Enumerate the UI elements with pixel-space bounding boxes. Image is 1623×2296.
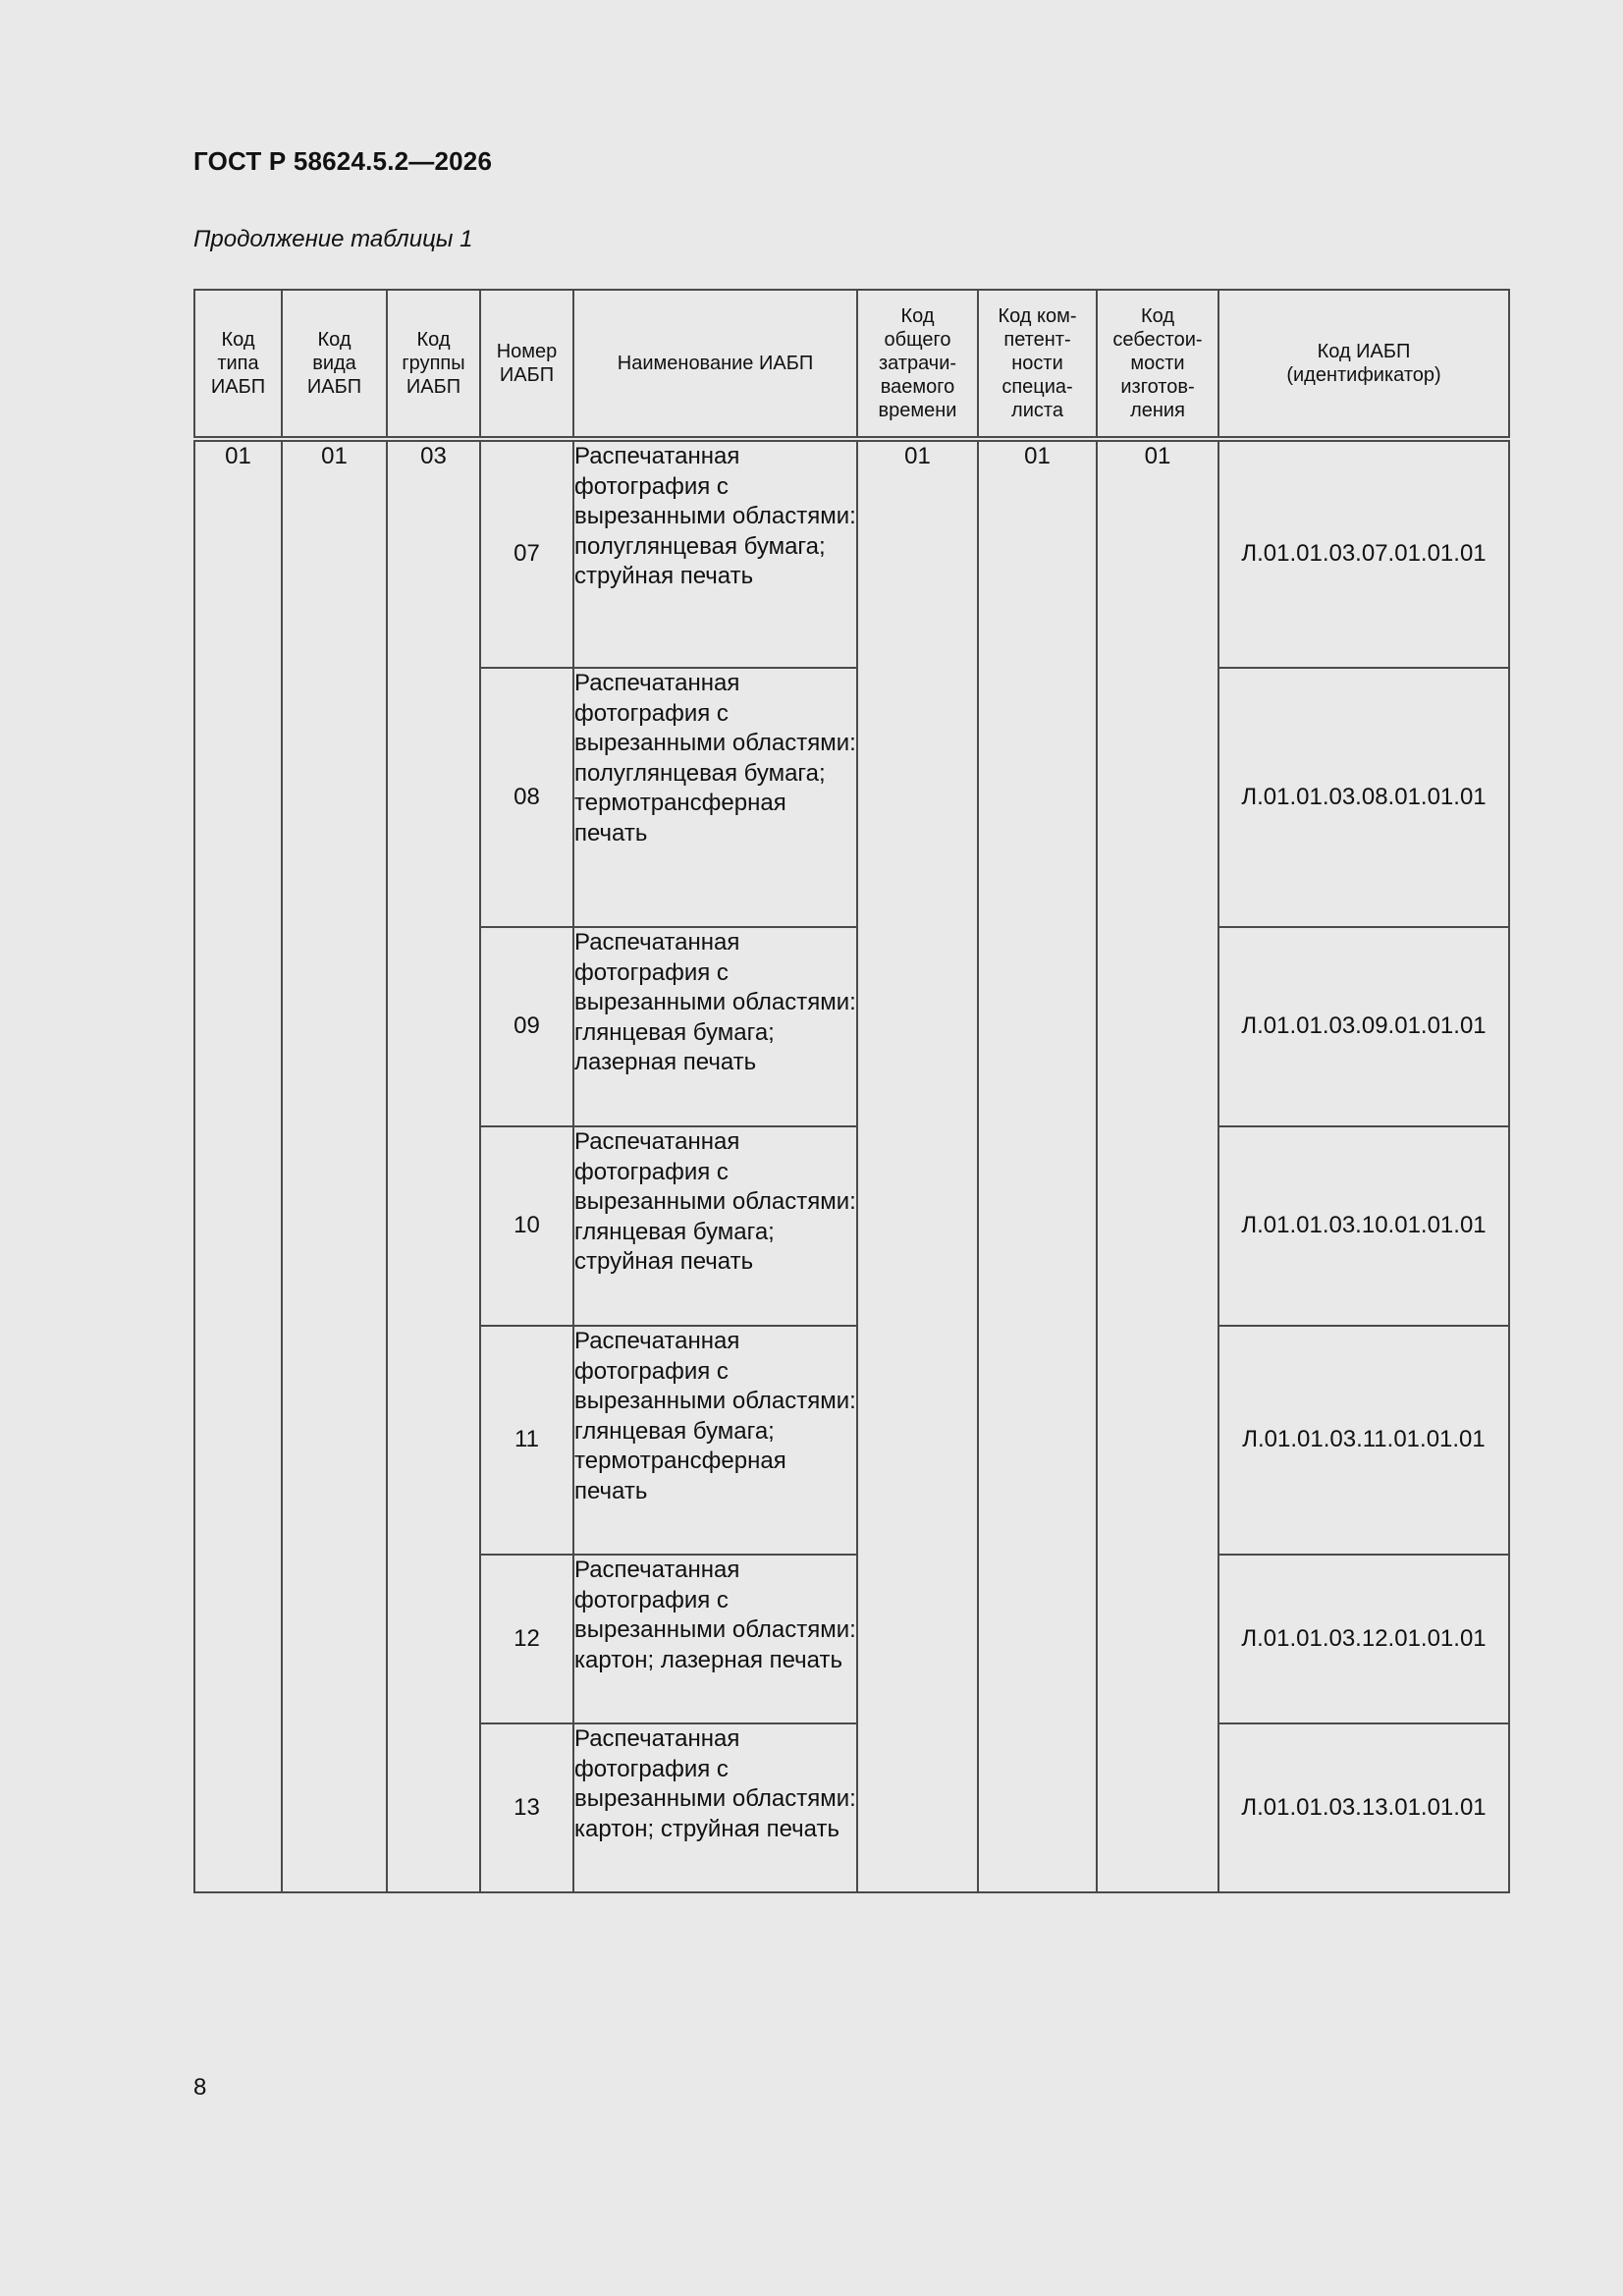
cost-code-cell: 01 (1097, 439, 1218, 1892)
identifier-cell: Л.01.01.03.11.01.01.01 (1218, 1326, 1509, 1555)
header-name: Наименование ИАБП (573, 290, 857, 439)
table-caption: Продолжение таблицы 1 (193, 226, 473, 252)
competence-code-cell: 01 (978, 439, 1097, 1892)
header-cost-code: Код себестои- мости изготов- ления (1097, 290, 1218, 439)
document-title: ГОСТ Р 58624.5.2—2026 (193, 146, 493, 176)
table-container (193, 289, 1508, 1893)
number-cell: 13 (480, 1723, 573, 1892)
table-row (194, 439, 1509, 668)
header-time-code: Код общего затрачи- ваемого времени (857, 290, 978, 439)
page-number: 8 (193, 2074, 207, 2101)
identifier-cell: Л.01.01.03.07.01.01.01 (1218, 439, 1509, 668)
number-cell: 09 (480, 927, 573, 1126)
header-kind-code: Код вида ИАБП (282, 290, 387, 439)
name-cell: Распечатанная фотография с вырезанными областями: полуглянцевая бумага; струйная печать (573, 439, 857, 668)
name-cell: Распечатанная фотография с вырезанными областями: картон; лазерная печать (573, 1555, 857, 1723)
identifier-cell: Л.01.01.03.10.01.01.01 (1218, 1126, 1509, 1326)
time-code-cell: 01 (857, 439, 978, 1892)
header-competence-code: Код ком- петент- ности специа- листа (978, 290, 1097, 439)
number-cell: 08 (480, 668, 573, 927)
ipab-table (193, 289, 1510, 1893)
identifier-cell: Л.01.01.03.08.01.01.01 (1218, 668, 1509, 927)
type-code-cell: 01 (194, 439, 282, 1892)
identifier-cell: Л.01.01.03.13.01.01.01 (1218, 1723, 1509, 1892)
header-number: Номер ИАБП (480, 290, 573, 439)
table-header-row (194, 290, 1509, 439)
number-cell: 11 (480, 1326, 573, 1555)
name-cell: Распечатанная фотография с вырезанными областями: полуглянцевая бумага; термотрансферная печать (573, 668, 857, 927)
name-cell: Распечатанная фотография с вырезанными областями: глянцевая бумага; термотрансферная печать (573, 1326, 857, 1555)
header-type-code: Код типа ИАБП (194, 290, 282, 439)
identifier-cell: Л.01.01.03.09.01.01.01 (1218, 927, 1509, 1126)
group-code-cell: 03 (387, 439, 480, 1892)
header-identifier: Код ИАБП (идентификатор) (1218, 290, 1509, 439)
name-cell: Распечатанная фотография с вырезанными областями: картон; струйная печать (573, 1723, 857, 1892)
number-cell: 12 (480, 1555, 573, 1723)
number-cell: 10 (480, 1126, 573, 1326)
header-group-code: Код группы ИАБП (387, 290, 480, 439)
identifier-cell: Л.01.01.03.12.01.01.01 (1218, 1555, 1509, 1723)
name-cell: Распечатанная фотография с вырезанными областями: глянцевая бумага; струйная печать (573, 1126, 857, 1326)
kind-code-cell: 01 (282, 439, 387, 1892)
number-cell: 07 (480, 439, 573, 668)
name-cell: Распечатанная фотография с вырезанными областями: глянцевая бумага; лазерная печать (573, 927, 857, 1126)
